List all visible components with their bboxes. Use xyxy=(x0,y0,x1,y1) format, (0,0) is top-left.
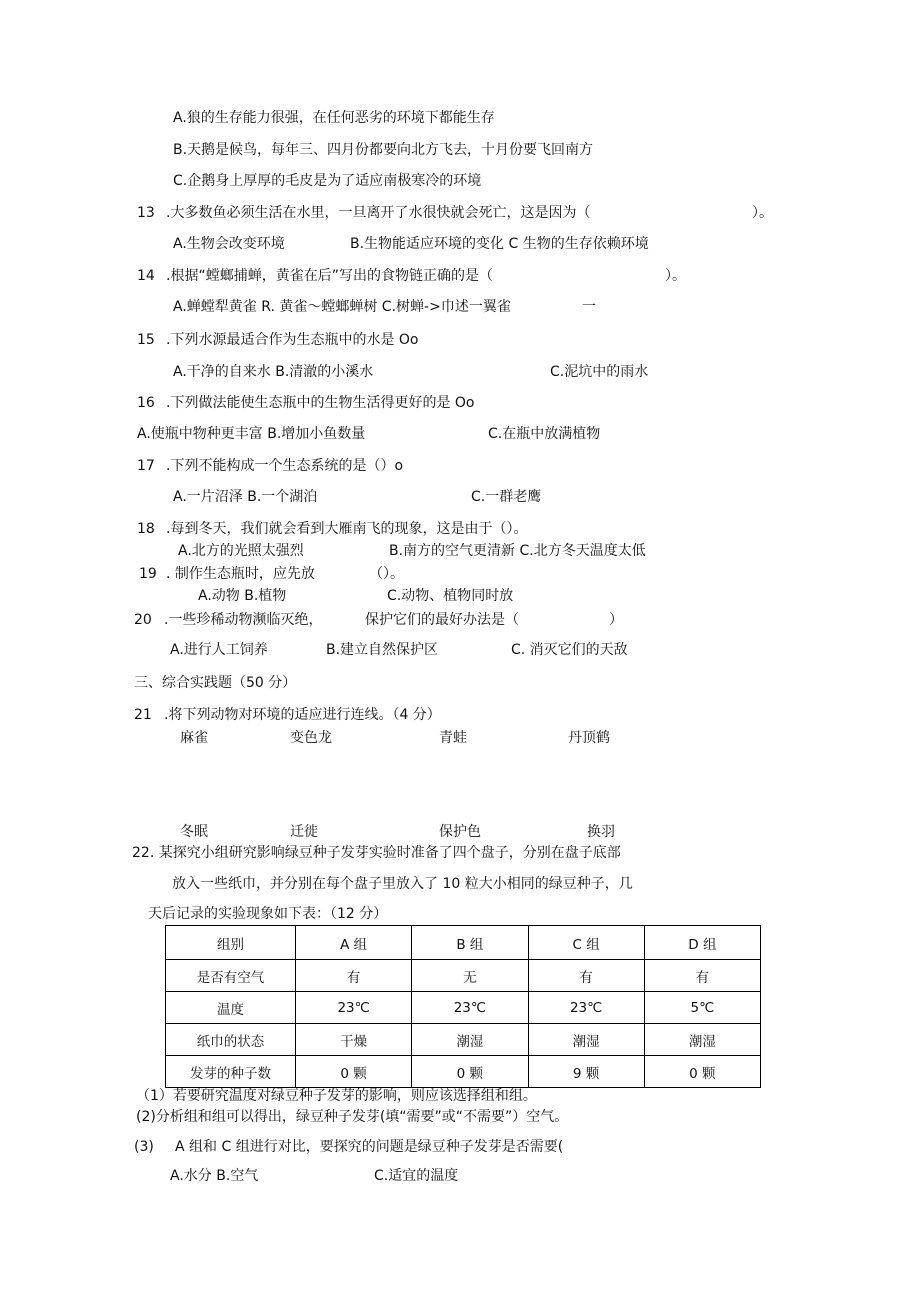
table-row xyxy=(166,1024,761,1056)
q17-stem: .下列不能构成一个生态系统的是（）o xyxy=(166,458,404,474)
table-cell: 温度 xyxy=(166,992,296,1024)
q17-options-ab: A.一片沼泽 B.一个湖泊 xyxy=(173,489,318,505)
table-cell: 5℃ xyxy=(644,992,760,1024)
animal-crane: 丹顶鹤 xyxy=(568,730,610,746)
table-header-cell: C 组 xyxy=(528,926,644,960)
adapt-molt: 换羽 xyxy=(587,824,615,840)
table-cell: 23℃ xyxy=(528,992,644,1024)
animal-sparrow: 麻雀 xyxy=(180,730,208,746)
q20-stem-end: ） xyxy=(609,612,623,628)
table-header-row xyxy=(166,926,761,960)
animal-chameleon: 变色龙 xyxy=(290,730,332,746)
q15-option-c: C.泥坑中的雨水 xyxy=(550,364,649,380)
adapt-camouflage: 保护色 xyxy=(439,824,481,840)
q12-option-c: C.企鹅身上厚厚的毛皮是为了适应南极寒冷的环境 xyxy=(173,173,482,189)
q22-sub-1: （1）若要研究温度对绿豆种子发芽的影响，则应该选择组和组。 xyxy=(136,1088,537,1104)
q21-number: 21 xyxy=(134,707,152,723)
q19-option-c: C.动物、植物同时放 xyxy=(387,588,514,604)
table-row xyxy=(166,992,761,1024)
q20-option-a: A.进行人工饲养 xyxy=(170,642,268,658)
q20-stem: .一些珍稀动物濒临灭绝， xyxy=(164,612,323,628)
table-cell: 9 颗 xyxy=(528,1056,644,1088)
table-cell: 有 xyxy=(528,960,644,992)
table-cell: 23℃ xyxy=(412,992,528,1024)
table-header-cell: B 组 xyxy=(412,926,528,960)
q12-option-b: B.天鹅是候鸟，每年三、四月份都要向北方飞去，十月份要飞回南方 xyxy=(173,142,594,158)
q15-options-ab: A.干净的自来水 B.清澈的小溪水 xyxy=(173,364,374,380)
q15-stem: .下列水源最适合作为生态瓶中的水是 Oo xyxy=(166,332,419,348)
adapt-migrate: 迁徙 xyxy=(290,824,318,840)
table-cell: 0 颗 xyxy=(412,1056,528,1088)
section-3-heading: 三、综合实践题（50 分） xyxy=(134,675,297,691)
table-cell: 潮湿 xyxy=(644,1024,760,1056)
table-row xyxy=(166,960,761,992)
q22-sub-3-options-ab: A.水分 B.空气 xyxy=(170,1168,259,1184)
table-cell: 干燥 xyxy=(296,1024,412,1056)
q22-sub-3-option-c: C.适宜的温度 xyxy=(374,1168,459,1184)
table-cell: 有 xyxy=(644,960,760,992)
q14-number: 14 xyxy=(137,268,155,284)
q19-options-ab: A.动物 B.植物 xyxy=(198,588,287,604)
table-cell: 0 颗 xyxy=(296,1056,412,1088)
q13-number: 13 xyxy=(137,205,155,221)
q21-stem: .将下列动物对环境的适应进行连线。（4 分） xyxy=(164,707,441,723)
q20-option-c: C. 消灭它们的天敌 xyxy=(511,642,628,658)
q22-stem-2: 放入一些纸巾，并分别在每个盘子里放入了 10 粒大小相同的绿豆种子，几 xyxy=(172,876,633,892)
q13-option-bc: B.生物能适应环境的变化 C 生物的生存依赖环境 xyxy=(350,236,649,252)
table-cell: 23℃ xyxy=(296,992,412,1024)
q16-number: 16 xyxy=(137,395,155,411)
q18-option-a: A.北方的光照太强烈 xyxy=(178,543,304,559)
adapt-hibernate: 冬眠 xyxy=(180,824,208,840)
q20-option-b: B.建立自然保护区 xyxy=(326,642,439,658)
table-cell: 潮湿 xyxy=(412,1024,528,1056)
table-cell: 有 xyxy=(296,960,412,992)
q22-stem-3: 天后记录的实验现象如下表：（12 分） xyxy=(148,906,388,922)
q15-number: 15 xyxy=(137,332,155,348)
table-row xyxy=(166,1056,761,1088)
q14-stem-end: ）。 xyxy=(665,268,686,284)
q16-options-ab: A.使瓶中物种更丰富 B.增加小鱼数量 xyxy=(137,426,366,442)
q22-sub-3-number: (3) xyxy=(134,1139,154,1155)
q17-option-c: C.一群老鹰 xyxy=(471,489,542,505)
q22-sub-2: (2)分析组和组可以得出，绿豆种子发芽(填“需要”或“不需要”）空气。 xyxy=(136,1109,569,1125)
q22-sub-3: A 组和 C 组进行对比，要探究的问题是绿豆种子发芽是否需要( xyxy=(175,1139,564,1155)
q14-stem: .根据“螳螂捕蝉，黄雀在后”写出的食物链正确的是（ xyxy=(166,268,493,284)
q12-option-a: A.狼的生存能力很强，在任何恶劣的环境下都能生存 xyxy=(173,110,495,126)
table-cell: 潮湿 xyxy=(528,1024,644,1056)
q13-stem: .大多数鱼必须生活在水里，一旦离开了水很快就会死亡，这是因为（ xyxy=(166,205,591,221)
experiment-table xyxy=(165,925,761,1088)
q20-stem-2: 保护它们的最好办法是（ xyxy=(365,612,519,628)
table-header-cell: 组别 xyxy=(166,926,296,960)
q18-stem: .每到冬天，我们就会看到大雁南飞的现象，这是由于（）。 xyxy=(166,521,528,537)
table-cell: 发芽的种子数 xyxy=(166,1056,296,1088)
q13-option-a: A.生物会改变环境 xyxy=(173,236,285,252)
animal-frog: 青蛙 xyxy=(439,730,467,746)
table-cell: 纸巾的状态 xyxy=(166,1024,296,1056)
q22-stem: 22. 某探究小组研究影响绿豆种子发芽实验时准备了四个盘子，分别在盘子底部 xyxy=(132,845,621,861)
q19-stem: . 制作生态瓶时，应先放 xyxy=(166,566,315,582)
table-header-cell: D 组 xyxy=(644,926,760,960)
q14-extra-mark: 一 xyxy=(582,299,596,315)
q18-number: 18 xyxy=(137,521,155,537)
table-cell: 无 xyxy=(412,960,528,992)
table-cell: 0 颗 xyxy=(644,1056,760,1088)
table-cell: 是否有空气 xyxy=(166,960,296,992)
q20-number: 20 xyxy=(134,612,152,628)
q19-stem-end: （）。 xyxy=(369,566,404,582)
q14-options: A.蝉螳犁黄雀 R. 黄雀～螳螂蝉树 C.树蝉->巾述一翼雀 xyxy=(173,299,511,315)
q13-stem-end: ）。 xyxy=(752,205,773,221)
q19-number: 19 xyxy=(139,566,157,582)
q18-options-bc: B.南方的空气更清新 C.北方冬天温度太低 xyxy=(389,543,646,559)
q17-number: 17 xyxy=(137,458,155,474)
q16-option-c: C.在瓶中放满植物 xyxy=(488,426,601,442)
table-header-cell: A 组 xyxy=(296,926,412,960)
q16-stem: .下列做法能使生态瓶中的生物生活得更好的是 Oo xyxy=(166,395,475,411)
